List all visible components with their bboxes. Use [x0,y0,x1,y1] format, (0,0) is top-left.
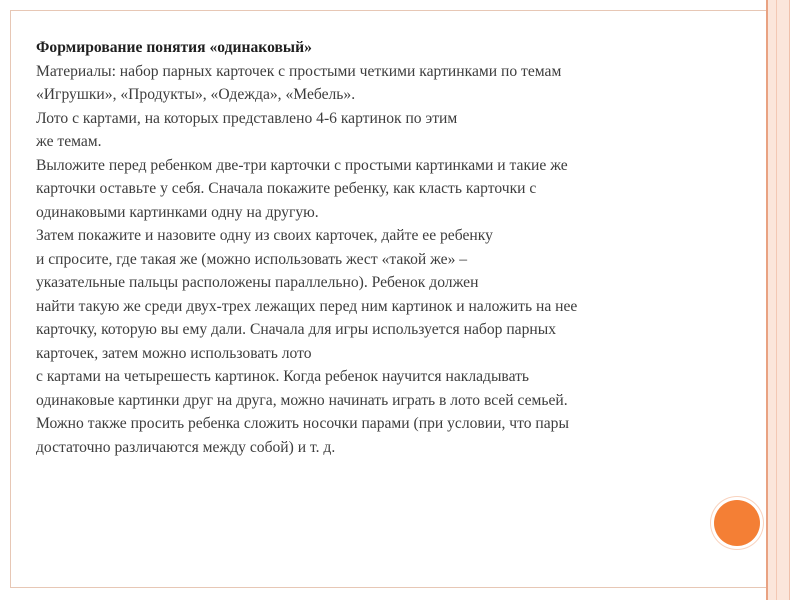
text-line: карточку, которую вы ему дали. Сначала для игры используется набор парных [36,321,556,338]
slide-body [36,36,752,459]
text-line: найти такую же среди двух-трех лежащих перед ним картинок и наложить на нее [36,297,578,315]
text-line: же темам. [36,133,102,150]
text-line: карточки оставьте у себя. Сначала покажите ребенку, как класть карточки с [36,180,537,197]
decorative-side-bar [766,0,790,600]
text-line: указательные пальцы расположены параллельно). Ребенок должен [36,274,479,291]
slide-title: Формирование понятия «одинаковый» [36,39,312,56]
text-line: Выложите перед ребенком две-три карточки с простыми картинками и такие же [36,156,568,174]
text-line: достаточно различаются между собой) и т. д. [36,438,336,456]
text-line: карточек, затем можно использовать лото [36,344,312,362]
text-line: одинаковыми картинками одну на другую. [36,203,319,221]
text-line: Материалы: набор парных карточек с простыми четкими картинками по темам [36,62,562,80]
text-line: Можно также просить ребенка сложить носочки парами (при условии, что пары [36,415,569,432]
text-line: Лото с картами, на которых представлено 4-6 картинок по этим [36,109,458,127]
text-line: и спросите, где такая же (можно использовать жест «такой же» – [36,250,468,268]
text-line: одинаковые картинки друг на друга, можно начинать играть в лото всей семьей. [36,391,568,409]
text-line: с картами на четырешесть картинок. Когда ребенок научится накладывать [36,368,530,385]
decorative-orange-circle [714,500,760,546]
text-line: «Игрушки», «Продукты», «Одежда», «Мебель». [36,86,356,103]
decorative-side-line [776,0,777,600]
text-line: Затем покажите и назовите одну из своих карточек, дайте ее ребенку [36,227,493,244]
